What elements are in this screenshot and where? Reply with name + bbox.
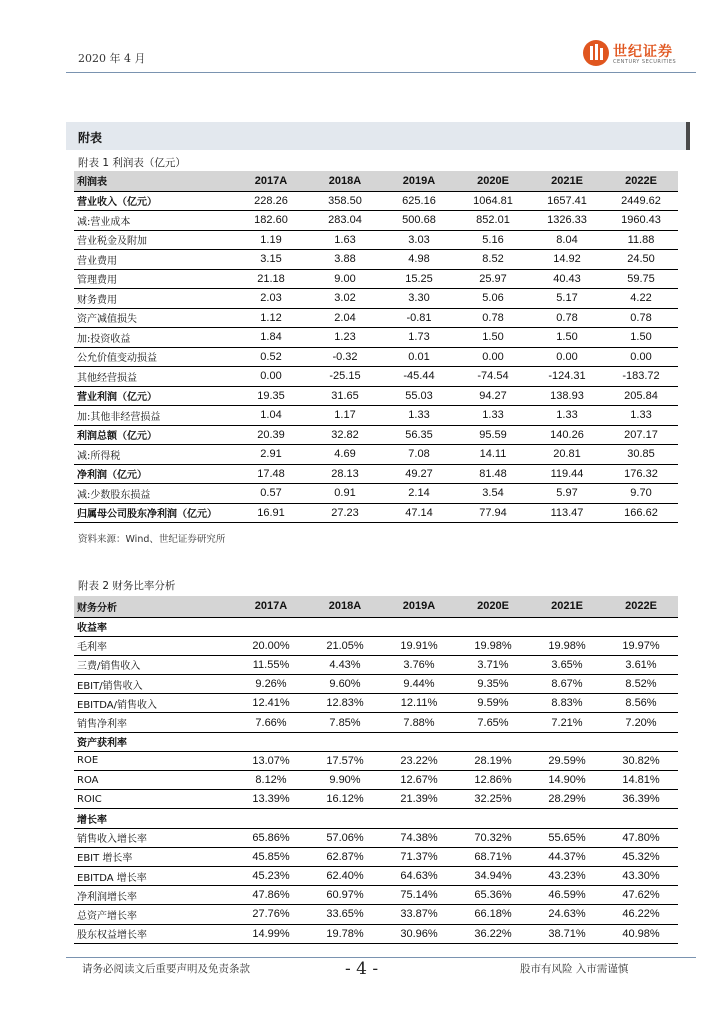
cell-value: 1.33 xyxy=(604,406,678,426)
cell-value: 19.97% xyxy=(604,636,678,655)
table-row xyxy=(74,445,678,465)
row-label: 营业费用 xyxy=(74,250,234,270)
table-row xyxy=(74,308,678,328)
row-label: 加:其他非经营损益 xyxy=(74,406,234,426)
group-title: 收益率 xyxy=(74,617,678,636)
cell-value: 19.35 xyxy=(234,386,308,406)
appendix-section-header xyxy=(66,122,686,150)
cell-value: 62.87% xyxy=(308,847,382,866)
cell-value: 500.68 xyxy=(382,211,456,231)
cell-value: 2.04 xyxy=(308,308,382,328)
cell-value: 27.23 xyxy=(308,503,382,523)
cell-value: 3.15 xyxy=(234,250,308,270)
cell-value: 16.91 xyxy=(234,503,308,523)
table2-caption: 附表 2 财务比率分析 xyxy=(78,580,176,592)
row-label: 营业税金及附加 xyxy=(74,230,234,250)
income-statement-table xyxy=(74,171,678,523)
row-label: 归属母公司股东净利润（亿元） xyxy=(74,503,234,523)
cell-value: 64.63% xyxy=(382,866,456,885)
row-label: 公允价值变动损益 xyxy=(74,347,234,367)
cell-value: 205.84 xyxy=(604,386,678,406)
row-label: 净利润（亿元） xyxy=(74,464,234,484)
cell-value: 40.43 xyxy=(530,269,604,289)
row-label: 资产减值损失 xyxy=(74,308,234,328)
cell-value: 27.76% xyxy=(234,905,308,924)
logo-subtext: CENTURY SECURITIES xyxy=(613,59,677,65)
cell-value: 28.19% xyxy=(456,751,530,770)
cell-value: 43.30% xyxy=(604,866,678,885)
cell-value: 57.06% xyxy=(308,828,382,847)
cell-value: 60.97% xyxy=(308,886,382,905)
table-row xyxy=(74,406,678,426)
table-row xyxy=(74,924,678,943)
cell-value: 852.01 xyxy=(456,211,530,231)
cell-value: 0.00 xyxy=(234,367,308,387)
cell-value: 3.30 xyxy=(382,289,456,309)
cell-value: 36.22% xyxy=(456,924,530,943)
cell-value: -45.44 xyxy=(382,367,456,387)
cell-value: 33.87% xyxy=(382,905,456,924)
section-marker xyxy=(686,122,690,150)
cell-value: 0.57 xyxy=(234,484,308,504)
cell-value: 23.22% xyxy=(382,751,456,770)
cell-value: 3.71% xyxy=(456,655,530,674)
cell-value: 19.78% xyxy=(308,924,382,943)
cell-value: 70.32% xyxy=(456,828,530,847)
cell-value: 62.40% xyxy=(308,866,382,885)
cell-value: 14.11 xyxy=(456,445,530,465)
cell-value: 47.80% xyxy=(604,828,678,847)
group-header-row xyxy=(74,732,678,751)
header-year: 2022E xyxy=(604,171,678,191)
cell-value: 24.50 xyxy=(604,250,678,270)
cell-value: 0.78 xyxy=(604,308,678,328)
cell-value: 95.59 xyxy=(456,425,530,445)
cell-value: 71.37% xyxy=(382,847,456,866)
cell-value: 7.85% xyxy=(308,713,382,732)
table-row xyxy=(74,771,678,790)
cell-value: 40.98% xyxy=(604,924,678,943)
logo-icon xyxy=(583,40,609,66)
cell-value: 20.39 xyxy=(234,425,308,445)
cell-value: 28.13 xyxy=(308,464,382,484)
cell-value: 74.38% xyxy=(382,828,456,847)
cell-value: 3.61% xyxy=(604,655,678,674)
cell-value: 207.17 xyxy=(604,425,678,445)
table-row xyxy=(74,250,678,270)
table-row xyxy=(74,828,678,847)
section-title: 附表 xyxy=(78,131,103,145)
table-row xyxy=(74,484,678,504)
table-row xyxy=(74,790,678,809)
table-row xyxy=(74,464,678,484)
table-row xyxy=(74,328,678,348)
row-label: 营业收入（亿元） xyxy=(74,191,234,211)
cell-value: 4.98 xyxy=(382,250,456,270)
cell-value: 9.60% xyxy=(308,675,382,694)
cell-value: 14.92 xyxy=(530,250,604,270)
table-row xyxy=(74,886,678,905)
cell-value: 31.65 xyxy=(308,386,382,406)
cell-value: 46.22% xyxy=(604,905,678,924)
cell-value: 94.27 xyxy=(456,386,530,406)
footer-divider xyxy=(66,957,696,958)
cell-value: 3.02 xyxy=(308,289,382,309)
cell-value: 9.59% xyxy=(456,694,530,713)
cell-value: 140.26 xyxy=(530,425,604,445)
cell-value: 1960.43 xyxy=(604,211,678,231)
row-label: 毛利率 xyxy=(74,636,234,655)
cell-value: 8.52% xyxy=(604,675,678,694)
cell-value: 9.00 xyxy=(308,269,382,289)
cell-value: 12.67% xyxy=(382,771,456,790)
header-year: 2018A xyxy=(308,171,382,191)
group-header-row xyxy=(74,617,678,636)
table-row xyxy=(74,751,678,770)
report-date: 2020 年 4 月 xyxy=(78,52,146,65)
cell-value: 1.12 xyxy=(234,308,308,328)
cell-value: 1326.33 xyxy=(530,211,604,231)
cell-value: 182.60 xyxy=(234,211,308,231)
cell-value: 45.23% xyxy=(234,866,308,885)
cell-value: 0.78 xyxy=(456,308,530,328)
cell-value: -0.81 xyxy=(382,308,456,328)
cell-value: 1.33 xyxy=(382,406,456,426)
table-row xyxy=(74,866,678,885)
row-label: 财务费用 xyxy=(74,289,234,309)
cell-value: 13.39% xyxy=(234,790,308,809)
row-label: 减:少数股东损益 xyxy=(74,484,234,504)
cell-value: 166.62 xyxy=(604,503,678,523)
cell-value: 12.11% xyxy=(382,694,456,713)
cell-value: 17.57% xyxy=(308,751,382,770)
row-label: ROIC xyxy=(74,790,234,809)
header-year: 2018A xyxy=(308,596,382,617)
cell-value: 1657.41 xyxy=(530,191,604,211)
cell-value: 0.91 xyxy=(308,484,382,504)
table-row xyxy=(74,269,678,289)
cell-value: 13.07% xyxy=(234,751,308,770)
cell-value: -183.72 xyxy=(604,367,678,387)
cell-value: 7.20% xyxy=(604,713,678,732)
cell-value: 28.29% xyxy=(530,790,604,809)
cell-value: 21.39% xyxy=(382,790,456,809)
cell-value: 1.04 xyxy=(234,406,308,426)
cell-value: 38.71% xyxy=(530,924,604,943)
row-label: 管理费用 xyxy=(74,269,234,289)
cell-value: 32.82 xyxy=(308,425,382,445)
cell-value: 30.85 xyxy=(604,445,678,465)
cell-value: 4.22 xyxy=(604,289,678,309)
cell-value: 81.48 xyxy=(456,464,530,484)
cell-value: 1.19 xyxy=(234,230,308,250)
header-year: 2021E xyxy=(530,171,604,191)
cell-value: 0.01 xyxy=(382,347,456,367)
header-year: 2020E xyxy=(456,596,530,617)
source-note: 资料来源：Wind、世纪证券研究所 xyxy=(78,534,226,545)
cell-value: 3.54 xyxy=(456,484,530,504)
cell-value: 2.03 xyxy=(234,289,308,309)
cell-value: 3.76% xyxy=(382,655,456,674)
cell-value: 8.52 xyxy=(456,250,530,270)
row-label: EBIT/销售收入 xyxy=(74,675,234,694)
cell-value: 358.50 xyxy=(308,191,382,211)
cell-value: 9.90% xyxy=(308,771,382,790)
cell-value: 8.83% xyxy=(530,694,604,713)
logo-text: 世纪证券 xyxy=(613,44,673,60)
cell-value: 283.04 xyxy=(308,211,382,231)
cell-value: 9.26% xyxy=(234,675,308,694)
cell-value: 7.66% xyxy=(234,713,308,732)
cell-value: 1.50 xyxy=(604,328,678,348)
cell-value: 65.86% xyxy=(234,828,308,847)
table1-caption: 附表 1 利润表（亿元） xyxy=(78,157,186,169)
cell-value: 47.62% xyxy=(604,886,678,905)
header-divider xyxy=(66,72,696,73)
cell-value: 176.32 xyxy=(604,464,678,484)
cell-value: 59.75 xyxy=(604,269,678,289)
table-row xyxy=(74,191,678,211)
cell-value: 44.37% xyxy=(530,847,604,866)
header-year: 2021E xyxy=(530,596,604,617)
cell-value: 45.85% xyxy=(234,847,308,866)
footer-risk-warning: 股市有风险 入市需谨慎 xyxy=(520,963,629,975)
cell-value: 3.03 xyxy=(382,230,456,250)
cell-value: 5.17 xyxy=(530,289,604,309)
cell-value: 19.98% xyxy=(456,636,530,655)
cell-value: 1.33 xyxy=(456,406,530,426)
row-label: ROA xyxy=(74,771,234,790)
cell-value: 1.50 xyxy=(530,328,604,348)
table-row xyxy=(74,367,678,387)
cell-value: 43.23% xyxy=(530,866,604,885)
table-header-row xyxy=(74,171,678,191)
cell-value: 9.44% xyxy=(382,675,456,694)
cell-value: 14.99% xyxy=(234,924,308,943)
cell-value: 1.17 xyxy=(308,406,382,426)
row-label: EBITDA/销售收入 xyxy=(74,694,234,713)
cell-value: 20.00% xyxy=(234,636,308,655)
cell-value: -74.54 xyxy=(456,367,530,387)
cell-value: 1.33 xyxy=(530,406,604,426)
cell-value: 625.16 xyxy=(382,191,456,211)
cell-value: 4.69 xyxy=(308,445,382,465)
cell-value: 7.88% xyxy=(382,713,456,732)
cell-value: 0.00 xyxy=(530,347,604,367)
header-year: 2019A xyxy=(382,171,456,191)
cell-value: 33.65% xyxy=(308,905,382,924)
cell-value: 1064.81 xyxy=(456,191,530,211)
table-row xyxy=(74,211,678,231)
cell-value: 1.63 xyxy=(308,230,382,250)
cell-value: 68.71% xyxy=(456,847,530,866)
cell-value: 47.86% xyxy=(234,886,308,905)
cell-value: 8.56% xyxy=(604,694,678,713)
cell-value: 19.91% xyxy=(382,636,456,655)
cell-value: 49.27 xyxy=(382,464,456,484)
cell-value: 11.55% xyxy=(234,655,308,674)
group-header-row xyxy=(74,809,678,828)
cell-value: 46.59% xyxy=(530,886,604,905)
cell-value: 29.59% xyxy=(530,751,604,770)
cell-value: 0.52 xyxy=(234,347,308,367)
cell-value: 75.14% xyxy=(382,886,456,905)
cell-value: 3.88 xyxy=(308,250,382,270)
financial-ratio-table xyxy=(74,596,678,944)
cell-value: 9.35% xyxy=(456,675,530,694)
row-label: 减:营业成本 xyxy=(74,211,234,231)
table-header-row xyxy=(74,596,678,617)
table-row xyxy=(74,425,678,445)
table-row xyxy=(74,675,678,694)
cell-value: 8.67% xyxy=(530,675,604,694)
table-row xyxy=(74,386,678,406)
cell-value: 113.47 xyxy=(530,503,604,523)
row-label: EBIT 增长率 xyxy=(74,847,234,866)
row-label: 总资产增长率 xyxy=(74,905,234,924)
row-label: 营业利润（亿元） xyxy=(74,386,234,406)
cell-value: 1.50 xyxy=(456,328,530,348)
cell-value: 1.84 xyxy=(234,328,308,348)
group-title: 增长率 xyxy=(74,809,678,828)
cell-value: 30.96% xyxy=(382,924,456,943)
row-label: 利润总额（亿元） xyxy=(74,425,234,445)
row-label: 三费/销售收入 xyxy=(74,655,234,674)
cell-value: 228.26 xyxy=(234,191,308,211)
row-label: 股东权益增长率 xyxy=(74,924,234,943)
cell-value: 2.91 xyxy=(234,445,308,465)
table-row xyxy=(74,636,678,655)
cell-value: 8.04 xyxy=(530,230,604,250)
cell-value: 119.44 xyxy=(530,464,604,484)
row-label: 销售净利率 xyxy=(74,713,234,732)
row-label: ROE xyxy=(74,751,234,770)
company-logo xyxy=(583,40,693,70)
row-label: 减:所得税 xyxy=(74,445,234,465)
cell-value: 19.98% xyxy=(530,636,604,655)
cell-value: 47.14 xyxy=(382,503,456,523)
header-label: 财务分析 xyxy=(74,596,234,617)
cell-value: 5.06 xyxy=(456,289,530,309)
table-row xyxy=(74,289,678,309)
header-year: 2020E xyxy=(456,171,530,191)
cell-value: 7.08 xyxy=(382,445,456,465)
cell-value: 1.73 xyxy=(382,328,456,348)
cell-value: 56.35 xyxy=(382,425,456,445)
cell-value: 138.93 xyxy=(530,386,604,406)
cell-value: 21.05% xyxy=(308,636,382,655)
table-row xyxy=(74,847,678,866)
cell-value: 0.00 xyxy=(456,347,530,367)
cell-value: 77.94 xyxy=(456,503,530,523)
cell-value: 20.81 xyxy=(530,445,604,465)
cell-value: 25.97 xyxy=(456,269,530,289)
cell-value: 2449.62 xyxy=(604,191,678,211)
cell-value: -124.31 xyxy=(530,367,604,387)
cell-value: 65.36% xyxy=(456,886,530,905)
cell-value: 55.03 xyxy=(382,386,456,406)
cell-value: 15.25 xyxy=(382,269,456,289)
header-year: 2022E xyxy=(604,596,678,617)
header-year: 2017A xyxy=(234,596,308,617)
cell-value: 7.65% xyxy=(456,713,530,732)
page-number: - 4 - xyxy=(345,959,379,979)
table-row xyxy=(74,694,678,713)
cell-value: 30.82% xyxy=(604,751,678,770)
table-row xyxy=(74,905,678,924)
cell-value: 7.21% xyxy=(530,713,604,732)
cell-value: 32.25% xyxy=(456,790,530,809)
cell-value: 45.32% xyxy=(604,847,678,866)
cell-value: 2.14 xyxy=(382,484,456,504)
group-title: 资产获利率 xyxy=(74,732,678,751)
cell-value: 55.65% xyxy=(530,828,604,847)
table-row xyxy=(74,503,678,523)
table-row xyxy=(74,347,678,367)
cell-value: 12.41% xyxy=(234,694,308,713)
cell-value: -25.15 xyxy=(308,367,382,387)
footer-disclaimer: 请务必阅读文后重要声明及免责条款 xyxy=(82,963,250,975)
table-row xyxy=(74,713,678,732)
cell-value: 4.43% xyxy=(308,655,382,674)
cell-value: 14.81% xyxy=(604,771,678,790)
cell-value: 5.97 xyxy=(530,484,604,504)
cell-value: 14.90% xyxy=(530,771,604,790)
cell-value: 5.16 xyxy=(456,230,530,250)
row-label: 销售收入增长率 xyxy=(74,828,234,847)
header-label: 利润表 xyxy=(74,171,234,191)
cell-value: 12.83% xyxy=(308,694,382,713)
cell-value: 36.39% xyxy=(604,790,678,809)
cell-value: 1.23 xyxy=(308,328,382,348)
cell-value: 0.78 xyxy=(530,308,604,328)
cell-value: -0.32 xyxy=(308,347,382,367)
table-row xyxy=(74,655,678,674)
cell-value: 66.18% xyxy=(456,905,530,924)
cell-value: 8.12% xyxy=(234,771,308,790)
cell-value: 0.00 xyxy=(604,347,678,367)
cell-value: 17.48 xyxy=(234,464,308,484)
cell-value: 21.18 xyxy=(234,269,308,289)
row-label: 净利润增长率 xyxy=(74,886,234,905)
cell-value: 3.65% xyxy=(530,655,604,674)
cell-value: 9.70 xyxy=(604,484,678,504)
row-label: 加:投资收益 xyxy=(74,328,234,348)
header-year: 2017A xyxy=(234,171,308,191)
cell-value: 24.63% xyxy=(530,905,604,924)
cell-value: 11.88 xyxy=(604,230,678,250)
row-label: EBITDA 增长率 xyxy=(74,866,234,885)
row-label: 其他经营损益 xyxy=(74,367,234,387)
table-row xyxy=(74,230,678,250)
cell-value: 12.86% xyxy=(456,771,530,790)
header-year: 2019A xyxy=(382,596,456,617)
cell-value: 16.12% xyxy=(308,790,382,809)
cell-value: 34.94% xyxy=(456,866,530,885)
